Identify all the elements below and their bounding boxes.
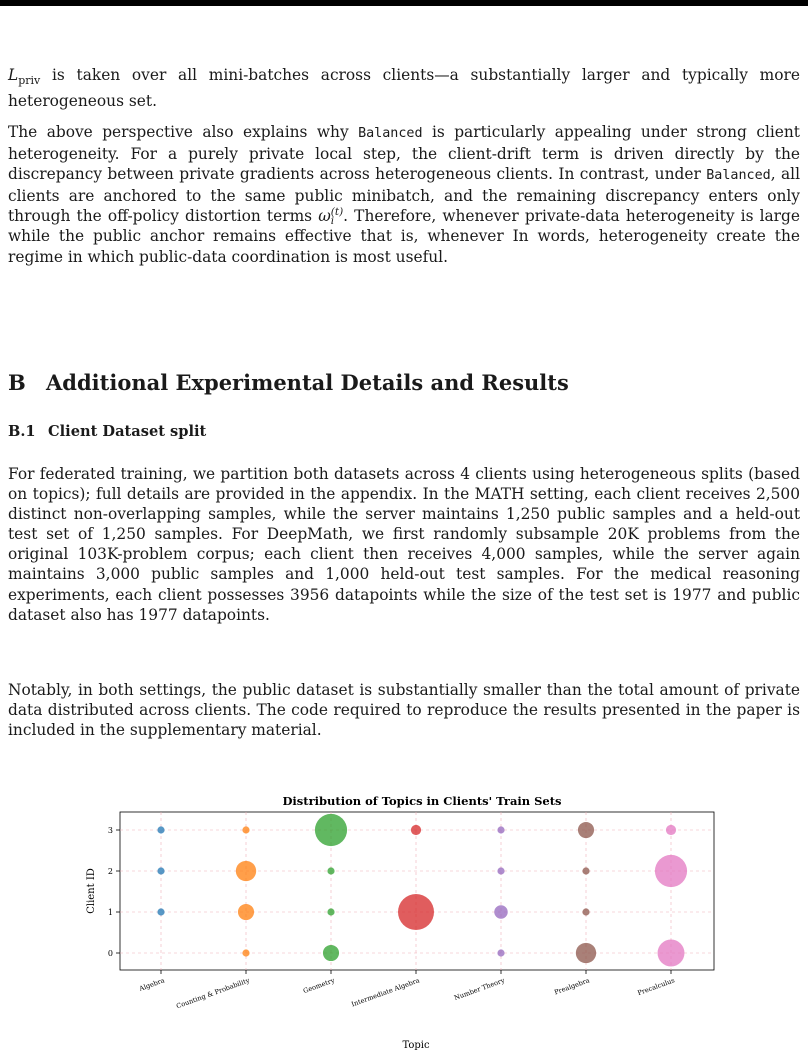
y-tick-label: 2 [107, 867, 113, 876]
page-top-rule [0, 0, 808, 6]
subsection-b1-number: B.1 [8, 423, 36, 440]
data-points [157, 814, 687, 967]
balanced-code-2: Balanced [706, 168, 771, 184]
paragraph-1-text: is taken over all mini-batches across clients—a substantially larger and typically more heterogeneous set. [8, 66, 800, 111]
omega-subscript: i [330, 215, 335, 228]
omega-symbol: ω [318, 207, 331, 226]
p2-text-2: is particularly appealing under strong client heterogeneity. For a purely private local step, the client-drift term is driven directly by the discrepancy between private gradients across heterogeneous clients. In contrast, under [8, 123, 800, 184]
x-tick-label: Geometry [302, 976, 336, 996]
x-axis-label: Topic [402, 1040, 430, 1051]
axis-ticks [108, 826, 676, 1010]
data-point [236, 861, 256, 881]
data-point [497, 826, 504, 833]
chart-title: Distribution of Topics in Clients' Train Sets [282, 794, 562, 808]
data-point [242, 949, 249, 956]
data-point [157, 867, 164, 874]
paragraph-lpriv [8, 65, 800, 111]
data-point [398, 894, 434, 930]
section-b-number: B [8, 370, 26, 395]
data-point [497, 949, 504, 956]
x-tick-label: Intermediate Algebra [350, 976, 421, 1009]
x-tick-label: Algebra [138, 976, 166, 993]
data-point [578, 822, 594, 838]
y-tick-label: 1 [107, 908, 113, 917]
lpriv-symbol: L [8, 66, 19, 84]
x-tick-label: Counting & Probability [175, 976, 251, 1011]
data-point [582, 867, 589, 874]
data-point [327, 867, 334, 874]
x-tick-label: Number Theory [453, 976, 506, 1003]
data-point [411, 825, 421, 835]
data-point [494, 905, 507, 918]
p2-text-4: . Therefore, whenever private-data heterogeneity is large while the public anchor remains effective that is, whenever In words, heterogeneity create the regime in which public-data coordination is most useful. [8, 207, 800, 266]
data-point [666, 825, 676, 835]
data-point [323, 945, 339, 961]
data-point [157, 826, 164, 833]
x-tick-label: Precalculus [636, 976, 676, 998]
data-point [327, 908, 334, 915]
topic-distribution-chart [80, 790, 740, 1053]
y-tick-label: 0 [107, 949, 113, 958]
y-axis-label: Client ID [86, 868, 97, 914]
x-tick-label: Prealgebra [553, 976, 591, 997]
paragraph-dataset-split: For federated training, we partition both datasets across 4 clients using heterogeneous splits (based on topics); full details are provided in the appendix. In the MATH setting, each client receives 2,500 distinct non-overlapping samples, while the server maintains 1,250 public samples and a held-out test set of 1,250 samples. For DeepMath, we first randomly subsample 20K problems from the original 103K-problem corpus; each client then receives 4,000 samples, while the server again maintains 3,000 public samples and 1,000 held-out test samples. For the medical reasoning experiments, each client possesses 3956 datapoints while the size of the test set is 1977 and public dataset also has 1977 datapoints. [8, 465, 800, 624]
chart-svg [80, 790, 740, 1053]
data-point [242, 826, 249, 833]
lpriv-subscript: priv [18, 74, 41, 88]
p2-text-1: The above perspective also explains why [8, 123, 359, 141]
grid-lines [120, 812, 714, 970]
subsection-b1-title: Client Dataset split [48, 423, 207, 440]
data-point [655, 855, 687, 887]
section-b-title: Additional Experimental Details and Results [46, 370, 569, 395]
data-point [582, 908, 589, 915]
data-point [238, 904, 254, 920]
section-heading-b [8, 370, 569, 395]
y-tick-label: 3 [107, 826, 113, 835]
balanced-code-1: Balanced [358, 126, 423, 141]
omega-indices [331, 208, 343, 226]
subsection-heading-b1 [8, 423, 206, 440]
paragraph-balanced [8, 122, 800, 267]
data-point [157, 908, 164, 915]
paragraph-public-dataset: Notably, in both settings, the public dataset is substantially smaller than the total amount of private data distributed across clients. The code required to reproduce the results presented in the paper is included in the supplementary material. [8, 681, 800, 740]
data-point [658, 940, 685, 967]
p2-text-3: , all clients are anchored to the same public minibatch, and the remaining discrepancy enters only through the off-policy distortion terms [8, 165, 801, 226]
data-point [576, 943, 596, 963]
plot-frame [120, 812, 714, 970]
data-point [315, 814, 347, 846]
data-point [497, 867, 504, 874]
omega-superscript: (t) [330, 206, 344, 219]
